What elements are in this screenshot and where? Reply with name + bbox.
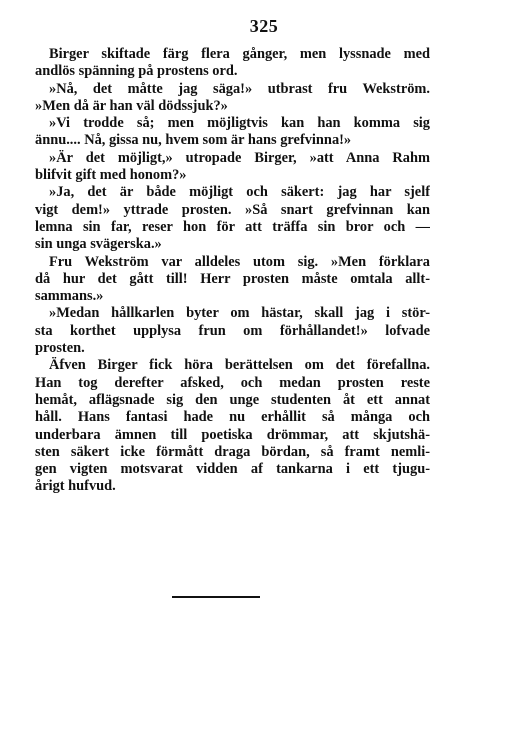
text-line: »Ja, det är både möjligt och säkert: jag har sjelf xyxy=(49,184,430,201)
text-line: vigt dem!» yttrade prosten. »Så snart grefvinnan kan xyxy=(35,201,430,218)
paragraph xyxy=(35,305,430,357)
paragraph xyxy=(35,357,430,495)
text-line: årigt hufvud. xyxy=(35,478,116,495)
page-number: 325 xyxy=(249,16,279,36)
text-line: »Vi trodde så; men möjligtvis kan han komma sig xyxy=(49,115,430,132)
paragraph xyxy=(35,184,430,253)
paragraph xyxy=(35,115,430,150)
text-line: sta korthet upplysa frun om förhållandet!» lofvade xyxy=(35,322,430,339)
text-line: ännu.... Nå, gissa nu, hvem som är hans grefvinna!» xyxy=(35,132,352,149)
text-line: »Medan hållkarlen byter om hästar, skall jag i stör- xyxy=(49,305,430,322)
text-line: »Nå, det måtte jag säga!» utbrast fru Wekström. xyxy=(49,80,430,97)
text-line: hemåt, aflägsnade sig den unge studenten åt ett annat xyxy=(35,391,430,408)
text-line: lemna sin far, reser hon för att träffa sin bror och — xyxy=(35,218,430,235)
paragraph xyxy=(35,150,430,185)
paragraph xyxy=(35,81,430,116)
text-line: blifvit gift med honom?» xyxy=(35,167,187,184)
paragraph xyxy=(35,254,430,306)
text-line: »Är det möjligt,» utropade Birger, »att Anna Rahm xyxy=(49,149,430,166)
text-line: Han tog derefter afsked, och medan prosten reste xyxy=(35,374,430,391)
text-line: »Men då är han väl dödssjuk?» xyxy=(35,97,228,114)
body-text xyxy=(35,46,430,496)
section-divider-rule xyxy=(172,596,260,598)
text-line: sammans.» xyxy=(35,288,104,305)
text-line: Äfven Birger fick höra berättelsen om det förefallna. xyxy=(49,357,430,374)
text-line: sten säkert icke förmått draga bördan, så framt nemli- xyxy=(35,443,430,460)
text-line: sin unga svägerska.» xyxy=(35,236,162,253)
text-line: Fru Wekström var alldeles utom sig. »Men förklara xyxy=(49,253,430,270)
text-line: andlös spänning på prostens ord. xyxy=(35,63,238,80)
paragraph xyxy=(35,46,430,81)
text-line: Birger skiftade färg flera gånger, men lyssnade med xyxy=(49,46,430,62)
text-line: då hur det gått till! Herr prosten måste omtala allt- xyxy=(35,270,430,287)
text-line: underbara ämnen till poetiska drömmar, att skjutshä- xyxy=(35,426,430,443)
text-line: gen vigten motsvarat vidden af tankarna i ett tjugu- xyxy=(35,461,430,478)
text-line: håll. Hans fantasi hade nu erhållit så många och xyxy=(35,409,430,426)
text-line: prosten. xyxy=(35,340,85,357)
